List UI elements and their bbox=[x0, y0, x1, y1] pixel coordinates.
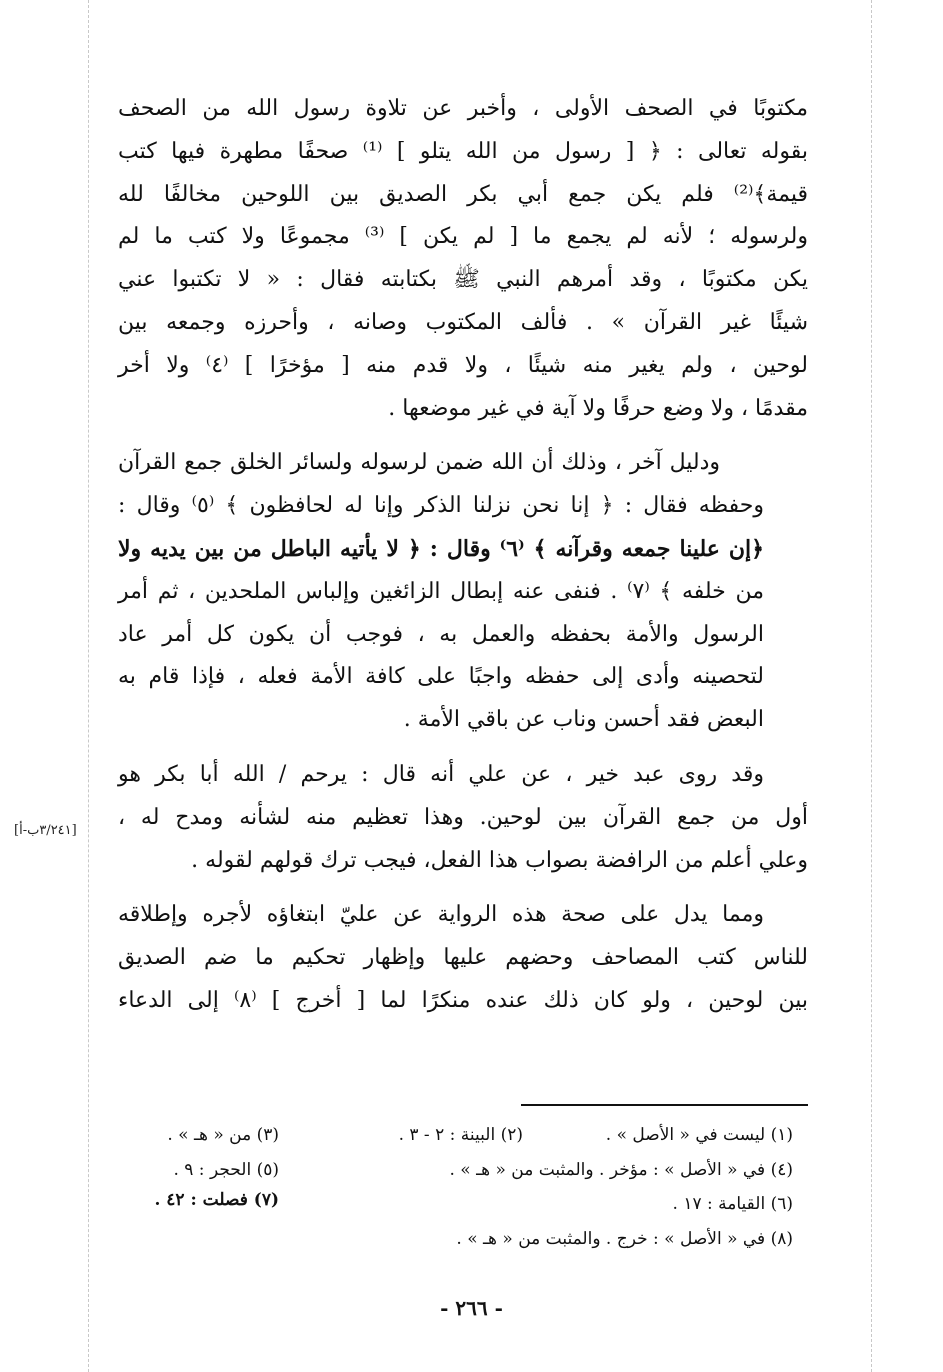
text-line: البعض فقد أحسن وناب عن باقي الأمة . bbox=[403, 707, 764, 733]
paragraph-1 bbox=[118, 88, 808, 430]
text-line: من خلفه ﴾ ⁽٧⁾ . فنفى عنه إبطال الزائغين وإلباس الملحدين ، ثم أمر bbox=[118, 578, 764, 604]
text-line: شيئًا غير القرآن » . فألف المكتوب وصانه ، وأحرزه وجمعه بين bbox=[118, 309, 809, 335]
footnote-8: (٨) في « الأصل » : خرج . والمثبت من « هـ » . bbox=[456, 1229, 793, 1249]
text-line: مقدمًا ، ولا وضع حرفًا ولا آية في غير موضعها . bbox=[388, 395, 808, 421]
text-line: أول من جمع القرآن بين لوحين. وهذا تعظيم منه لشأنه ومدح له ، bbox=[118, 804, 808, 830]
manuscript-folio-note: [٣/٢٤١ب-أ] bbox=[14, 823, 77, 838]
text-line: وحفظه فقال : ﴿ إنا نحن نزلنا الذكر وإنا له لحافظون ﴾ ⁽٥⁾ وقال : bbox=[118, 493, 764, 519]
footnote-7: (٧) فصلت : ٤٢ . bbox=[154, 1190, 279, 1210]
text-line: وعلي أعلم من الرافضة بصواب هذا الفعل، فيجب ترك قولهم لقوله . bbox=[191, 847, 808, 873]
text-line: وقد روى عبد خير ، عن علي أنه قال : يرحم / الله أبا بكر هو bbox=[118, 761, 764, 787]
text-line: ودليل آخر ، وذلك أن الله ضمن لرسوله ولسائر الخلق جمع القرآن bbox=[118, 450, 720, 476]
paragraph-4 bbox=[118, 894, 808, 1022]
text-line: ولرسوله ؛ لأنه لم يجمع ما [ لم يكن ] ⁽³⁾ مجموعًا ولا كتب ما لم bbox=[118, 224, 808, 250]
text-line: بين لوحين ، ولو كان ذلك عنده منكرًا لما [ أخرج ] ⁽٨⁾ إلى الدعاء bbox=[118, 987, 808, 1013]
footnote-4: (٤) في « الأصل » : مؤخر . والمثبت من « هـ » . bbox=[449, 1160, 793, 1180]
text-line: ﴿إن علينا جمعه وقرآنه ﴾ ⁽٦⁾ وقال : ﴿ لا يأتيه الباطل من بين يديه ولا bbox=[118, 535, 765, 562]
paragraph-2 bbox=[118, 442, 808, 742]
text-line: يكن مكتوبًا ، وقد أمرهم النبي ﷺ بكتابته فقال : « لا تكتبوا عني bbox=[118, 267, 808, 293]
footnote-separator bbox=[521, 1104, 808, 1106]
text-line: لتحصينه وأدى إلى حفظه واجبًا على كافة الأمة فعله ، فإذا قام به bbox=[118, 664, 764, 690]
paragraph-3 bbox=[118, 754, 808, 882]
text-line: للناس كتب المصاحف وحضهم عليها وإظهار تحكيم ما ضم الصديق bbox=[118, 945, 808, 971]
text-line: لوحين ، ولم يغير منه شيئًا ، ولا قدم منه [ مؤخرًا ] ⁽٤⁾ ولا أخر bbox=[118, 352, 808, 378]
text-line: قيمة﴾⁽²⁾ فلم يكن جمع أبي بكر الصديق بين اللوحين مخالفًا لله bbox=[118, 181, 808, 207]
scan-guide-line-left bbox=[88, 0, 89, 1372]
text-line: بقوله تعالى : ﴿ [ رسول من الله يتلو ] ⁽¹⁾ صحفًا مطهرة فيها كتب bbox=[118, 138, 808, 164]
text-line: الرسول والأمة بحفظه والعمل به ، فوجب أن يكون كل أمر عاد bbox=[118, 621, 764, 647]
footnote-5: (٥) الحجر : ٩ . bbox=[173, 1160, 279, 1180]
scan-guide-line-right bbox=[871, 0, 872, 1372]
text-line: ومما يدل على صحة هذه الرواية عن عليّ ابتغاؤه لأجره وإطلاقه bbox=[118, 902, 764, 928]
footnote-3: (٣) من « هـ » . bbox=[167, 1125, 279, 1145]
text-line: مكتوبًا في الصحف الأولى ، وأخبر عن تلاوة رسول الله من الصحف bbox=[118, 96, 809, 121]
footnote-6: (٦) القيامة : ١٧ . bbox=[672, 1194, 793, 1214]
page-body bbox=[118, 88, 808, 1023]
footnote-2: (٢) البينة : ٢ - ٣ . bbox=[398, 1125, 523, 1145]
footnote-1: (١) ليست في « الأصل » . bbox=[605, 1125, 793, 1145]
page-number: - ٢٦٦ - bbox=[440, 1296, 503, 1320]
